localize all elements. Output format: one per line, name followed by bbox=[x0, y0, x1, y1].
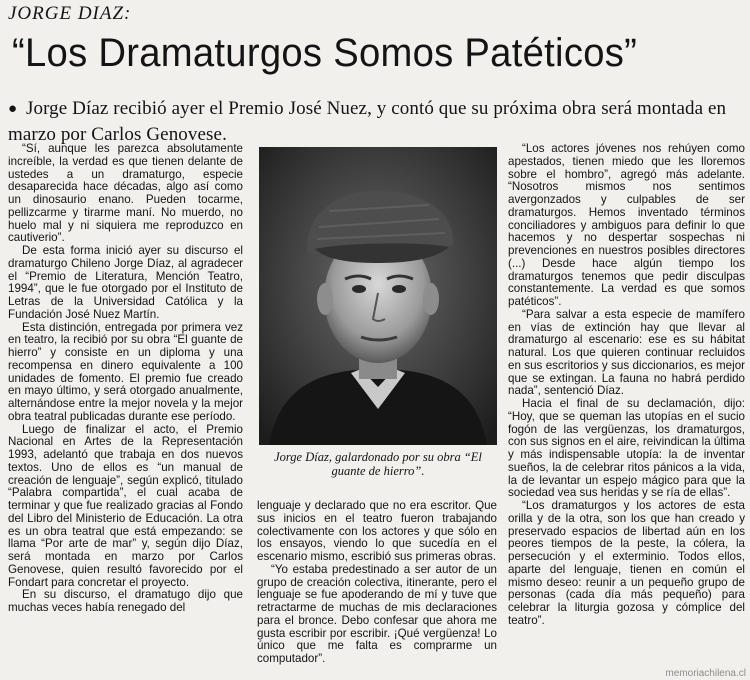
paragraph: lenguaje y declarado que no era escritor. Que sus inicios en el teatro fueron trabajando colectivamente con los actores y que sólo en los ensayos, viendo lo que sucedía en el escenario mismo, escribió sus primeras obras. bbox=[257, 500, 497, 563]
kicker: JORGE DIAZ: bbox=[8, 3, 132, 24]
paragraph: “Los dramaturgos y los actores de esta orilla y de la otra, son los que han creado y preservado espacios de libertad aún en los peores tiempos de la peste, la cólera, la persecución y el exterminio. Todos ellos, aparte del lenguaje, tienen en común el mismo deseo: reunir a un pequeño grupo de personas (cada día más pequeño) para celebrar la liturgia gozosa y cómplice del teatro”. bbox=[508, 499, 745, 627]
portrait-photo bbox=[259, 147, 497, 445]
paragraph: “Los actores jóvenes nos rehúyen como apestados, tienen miedo que les lloremos sobre el hombro”, agregó más adelante. “Nosotros mismos nos sentimos avergonzados y culpables de ser dramaturgos. Hemos inventado términos conciliadores y ambiguos para definir lo que hacemos y no despertar sospechas ni prevenciones en nuestros posibles directores (...) Desde hace algún tiempo los dramaturgos tenemos que pedir disculpas constantemente. La verdad es que somos patéticos”. bbox=[508, 143, 745, 308]
source-watermark: memoriachilena.cl bbox=[665, 668, 746, 679]
paragraph: Luego de finalizar el acto, el Premio Nacional en Artes de la Representación 1993, adelantó que trabaja en dos nuevos textos. Uno de ellos es “un manual de creación de lenguaje”, según explicó, titulado “Palabra compartida”, el cual acaba de terminar y que fue realizado gracias al Fondo del Libro del Ministerio de Educación. La otra es un obra teatral que está empezando: se llama “Por arte de mar” y, según dijo Díaz, será montada en marzo por Carlos Genovese, quien resultó favorecido por el Fondart para concretar el proyecto. bbox=[8, 422, 243, 589]
bullet-icon: ● bbox=[8, 101, 18, 117]
paragraph: Esta distinción, entregada por primera vez en teatro, la recibió por su obra “El guante de hierro” y consiste en un diploma y una recompensa en dinero equivalente a 100 unidades de fomento. El premio fue creado en mayo último, y será otorgado anualmente, alternándose entre la mejor novela y la mejor obra teatral publicadas durante ese período. bbox=[8, 320, 243, 423]
lead-paragraph bbox=[8, 96, 743, 147]
article-column-3 bbox=[508, 143, 745, 678]
paragraph: Hacia el final de su declamación, dijo: “Hoy, que se queman las utopías en el sucio fogón de las vergüenzas, los dramaturgos, con sus signos en el aire, reivindican la última y más indispensable utopía: la de inventar sueños, la de celebrar ritos pánicos a la vida, la de levantar un espejo mágico para que la sociedad vea sus heridas y se ría de ellas”. bbox=[508, 397, 745, 500]
lead-text: Jorge Díaz recibió ayer el Premio José Nuez, y contó que su próxima obra será montada en marzo por Carlos Genovese. bbox=[8, 98, 727, 145]
paragraph: “Sí, aunque les parezca absolutamente increíble, la verdad es que tienen delante de ustedes a un dramaturgo, especie desaparecida hace décadas, algo así como un dinosaurio enano. Pueden tocarme, pellizcarme y tirarme maní. No muerdo, no huelo mal y ni siquiera me reproduzco en cautiverio”. bbox=[8, 143, 243, 245]
portrait-illustration bbox=[259, 147, 497, 445]
photo-caption: Jorge Díaz, galardonado por su obra “El guante de hierro”. bbox=[274, 450, 482, 478]
paragraph: En su discurso, el dramatugo dijo que muchas veces había renegado del bbox=[8, 588, 243, 614]
article-column-1 bbox=[8, 143, 243, 678]
headline: “Los Dramaturgos Somos Patéticos” bbox=[12, 31, 638, 75]
paragraph: “Yo estaba predestinado a ser autor de un grupo de creación colectiva, itinerante, pero el lenguaje se fue apoderando de mí y tuve que retractarme de muchas de mis declaraciones para el bronce. Debo confesar que ahora me gusta escribir por escribir. ¡Qué vergüenza! Lo único que me falta es comprarme un computador”. bbox=[257, 562, 497, 665]
paragraph: “Para salvar a esta especie de mamífero en vías de extinción hay que llevar al dramaturgo al escenario: ese es su hábitat natural. Los que quieren continuar recluidos en sus escritorios y sus diccionarios, es mejor que se extingan. La fauna no habrá perdido nada”, sentenció Díaz. bbox=[508, 307, 745, 398]
article-column-2 bbox=[257, 500, 497, 678]
paragraph: De esta forma inició ayer su discurso el dramaturgo Chileno Jorge Díaz, al agradecer el “Premio de Literatura, Mención Teatro, 1994”, que le fue otorgado por el Instituto de Letras de la Universidad Católica y la Fundación José Nuez Martín. bbox=[8, 244, 243, 321]
